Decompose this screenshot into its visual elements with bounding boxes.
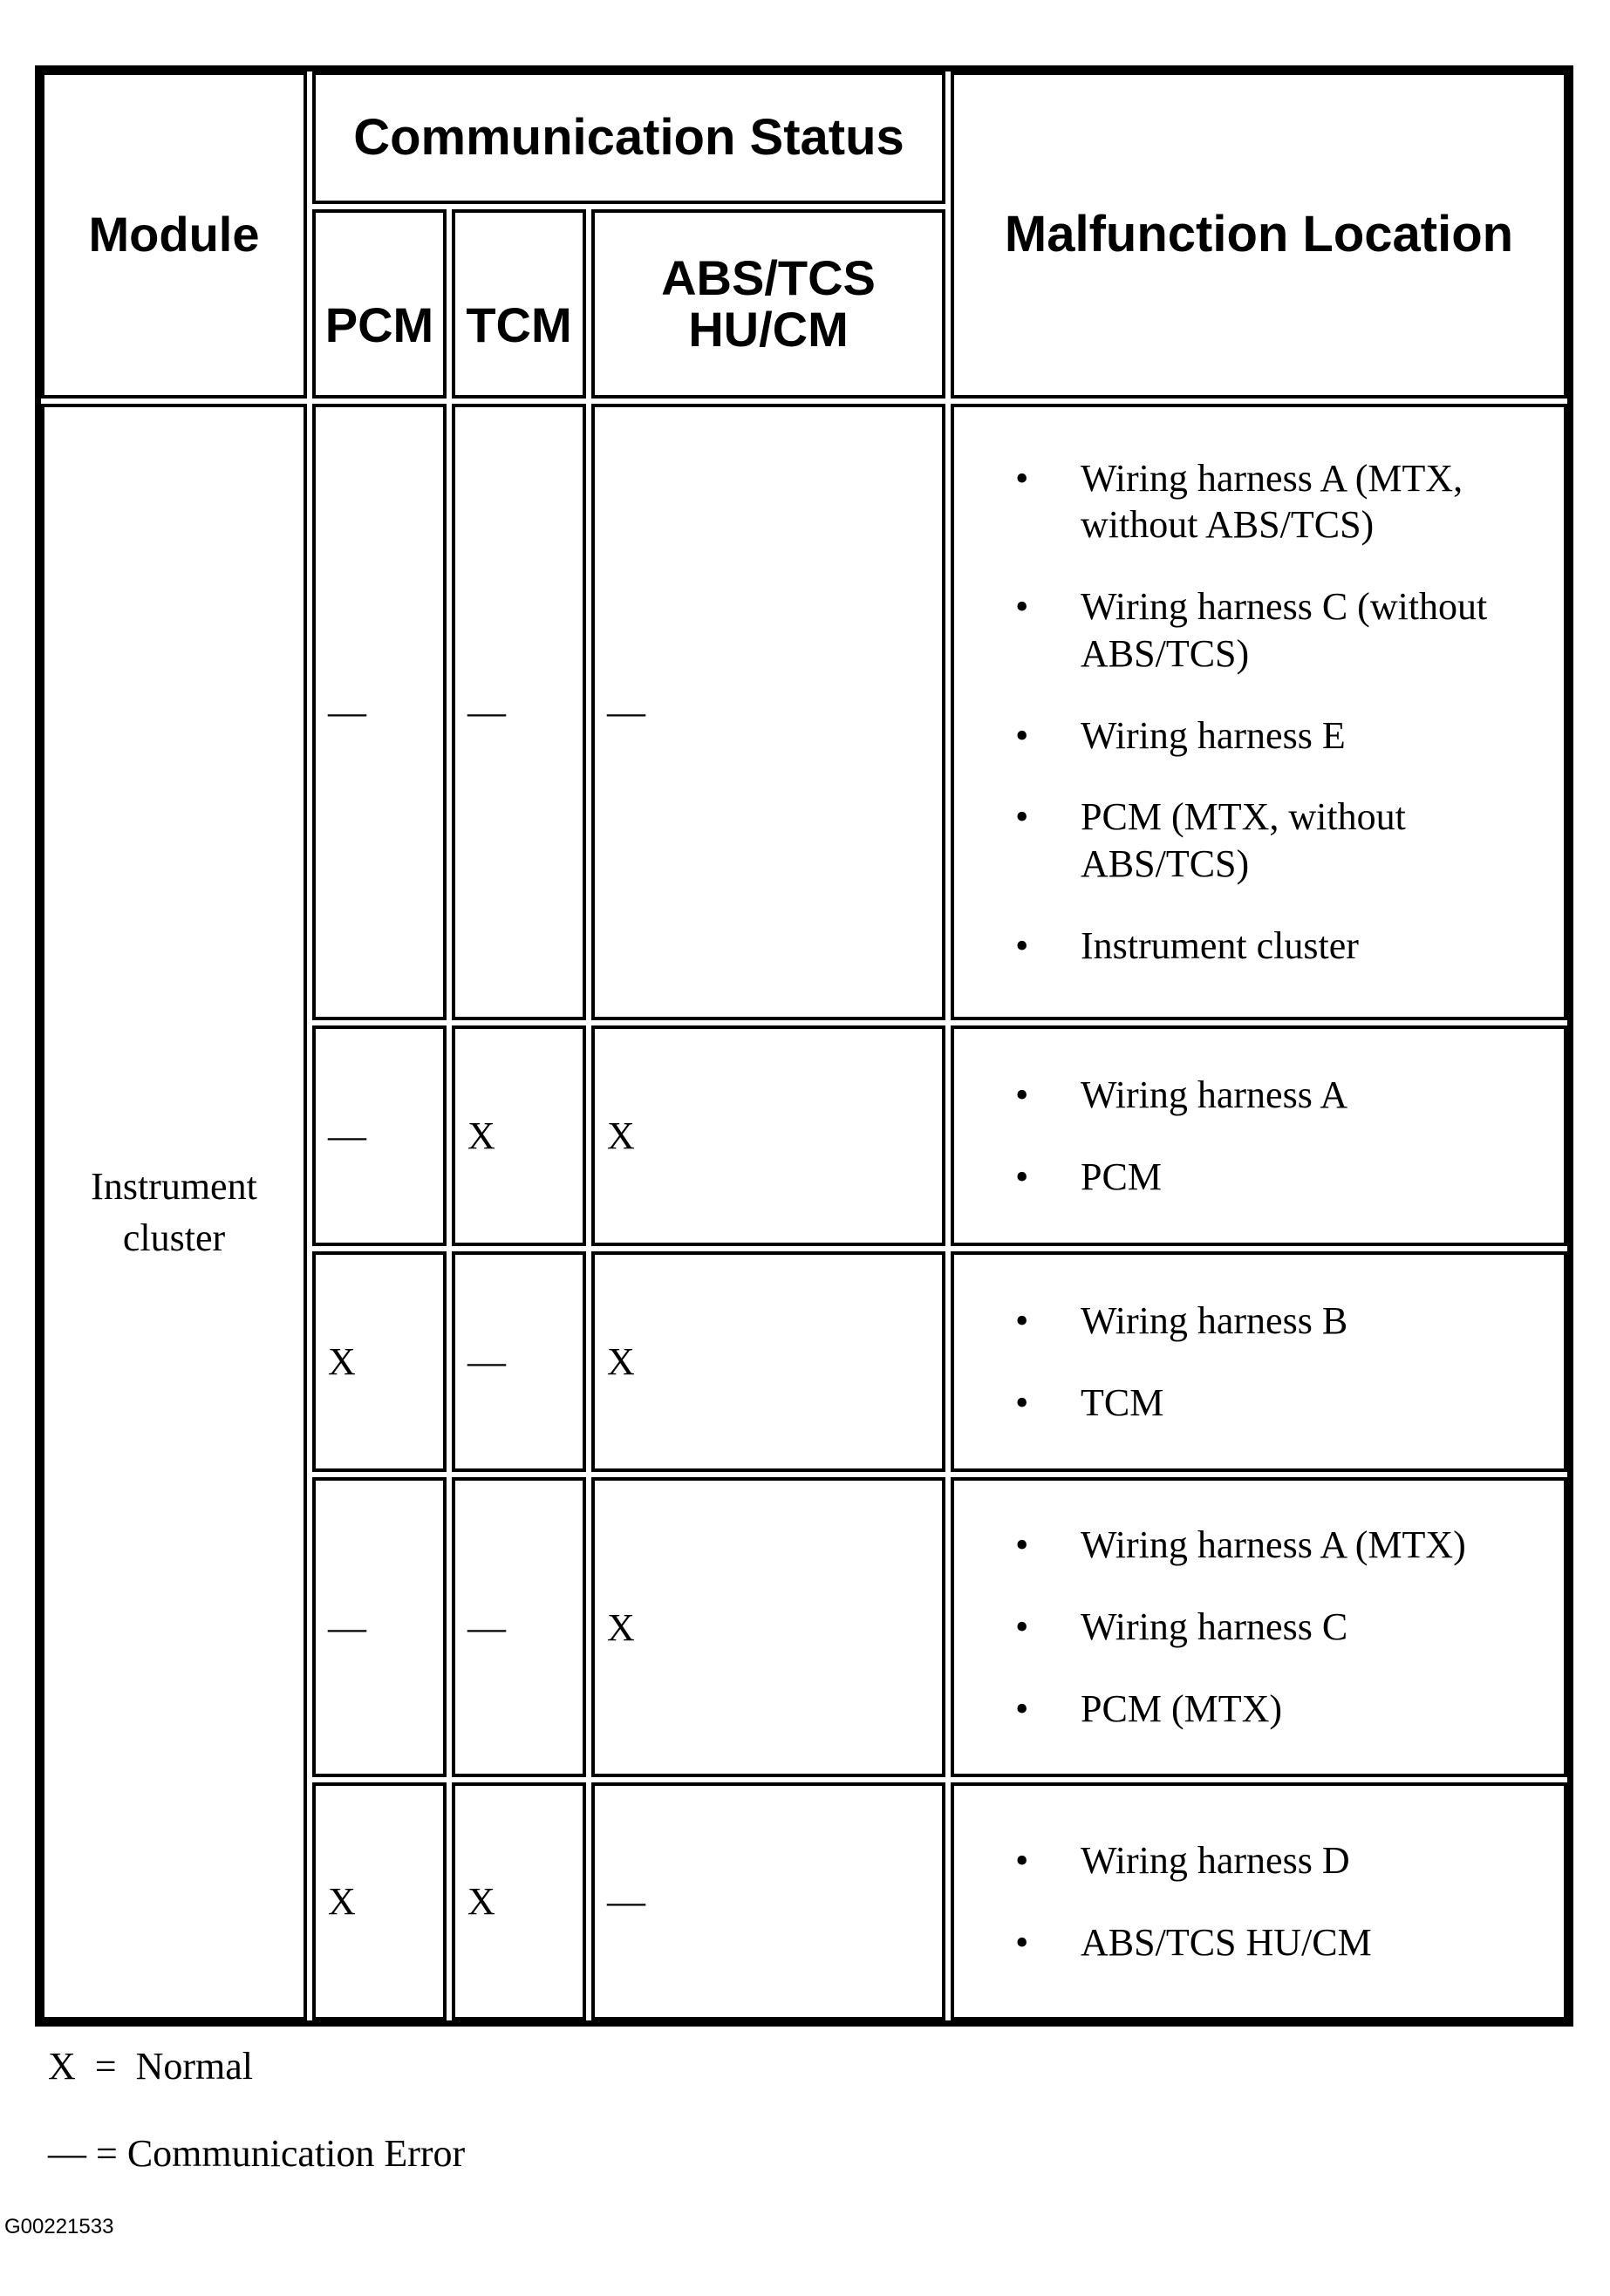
row5-pcm-status: [312, 1782, 447, 2020]
malfunction-location-label: Malfunction Location: [1004, 206, 1514, 263]
tcm-header-label: TCM: [466, 297, 572, 353]
row2-tcm-value: X: [467, 1114, 495, 1157]
communication-status-header: [312, 72, 945, 204]
list-item: • PCM (MTX): [1015, 1686, 1546, 1733]
list-item: • Wiring harness B: [1015, 1298, 1546, 1345]
row4-location-list: [1015, 1522, 1546, 1732]
list-item: • Wiring harness C (without ABS/TCS): [1015, 583, 1546, 677]
row5-abs-value: —: [607, 1880, 645, 1923]
abs-tcs-header-line2: HU/CM: [688, 301, 849, 357]
malfunction-location-header: [951, 72, 1567, 399]
pcm-header-label: PCM: [324, 297, 434, 353]
row2-abs-status: [591, 1025, 945, 1246]
row2-pcm-status: [312, 1025, 447, 1246]
row4-tcm-value: —: [467, 1605, 506, 1649]
module-name-line2: cluster: [122, 1216, 226, 1259]
abs-tcs-header-line1: ABS/TCS: [661, 249, 876, 305]
row1-tcm-value: —: [467, 691, 506, 733]
row4-malfunction-locations: [951, 1477, 1567, 1777]
row3-abs-status: [591, 1251, 945, 1472]
row3-tcm-status: [452, 1251, 586, 1472]
row3-pcm-status: [312, 1251, 447, 1472]
module-cell-instrument-cluster: [41, 404, 307, 2020]
row5-malfunction-locations: [951, 1782, 1567, 2020]
row2-tcm-status: [452, 1025, 586, 1246]
row2-pcm-value: —: [328, 1114, 366, 1157]
module-header: [41, 72, 307, 399]
list-item: • Wiring harness C: [1015, 1604, 1546, 1651]
row5-tcm-value: X: [467, 1880, 495, 1923]
tcm-header: [452, 209, 586, 399]
list-item: • Instrument cluster: [1015, 923, 1546, 970]
list-item: • TCM: [1015, 1380, 1546, 1427]
row4-pcm-status: [312, 1477, 447, 1777]
row1-location-list: [1015, 455, 1546, 969]
communication-status-label: Communication Status: [353, 108, 904, 166]
row1-pcm-value: —: [328, 691, 366, 733]
row3-location-list: [1015, 1298, 1546, 1426]
module-header-label: Module: [88, 207, 260, 262]
row1-abs-status: [591, 404, 945, 1020]
list-item: • Wiring harness A (MTX, without ABS/TCS): [1015, 455, 1546, 548]
row5-pcm-value: X: [328, 1880, 356, 1923]
pcm-header: [312, 209, 447, 399]
legend-communication-error: — = Communication Error: [48, 2132, 466, 2175]
list-item: • Wiring harness E: [1015, 712, 1546, 760]
row2-malfunction-locations: [951, 1025, 1567, 1246]
row3-tcm-value: —: [467, 1340, 506, 1383]
list-item: • PCM: [1015, 1154, 1546, 1201]
row1-tcm-status: [452, 404, 586, 1020]
row4-abs-status: [591, 1477, 945, 1777]
row4-pcm-value: —: [328, 1605, 366, 1649]
row3-abs-value: X: [607, 1340, 635, 1383]
diagnostic-table: [35, 65, 1573, 2027]
list-item: • Wiring harness D: [1015, 1837, 1546, 1884]
row1-malfunction-locations: [951, 404, 1567, 1020]
figure-id: G00221533: [4, 2215, 114, 2238]
row5-location-list: [1015, 1837, 1546, 1966]
row3-pcm-value: X: [328, 1340, 356, 1383]
abs-tcs-header: [591, 209, 945, 399]
list-item: • PCM (MTX, without ABS/TCS): [1015, 794, 1546, 887]
row5-tcm-status: [452, 1782, 586, 2020]
list-item: • Wiring harness A: [1015, 1072, 1546, 1119]
legend-normal: X = Normal: [48, 2045, 253, 2088]
row1-pcm-status: [312, 404, 447, 1020]
row4-abs-value: X: [607, 1605, 635, 1649]
row5-abs-status: [591, 1782, 945, 2020]
list-item: • Wiring harness A (MTX): [1015, 1522, 1546, 1569]
list-item: • ABS/TCS HU/CM: [1015, 1919, 1546, 1966]
row3-malfunction-locations: [951, 1251, 1567, 1472]
row2-abs-value: X: [607, 1114, 635, 1157]
row4-tcm-status: [452, 1477, 586, 1777]
row2-location-list: [1015, 1072, 1546, 1200]
row1-abs-value: —: [607, 691, 645, 733]
module-name-line1: Instrument: [91, 1164, 257, 1208]
